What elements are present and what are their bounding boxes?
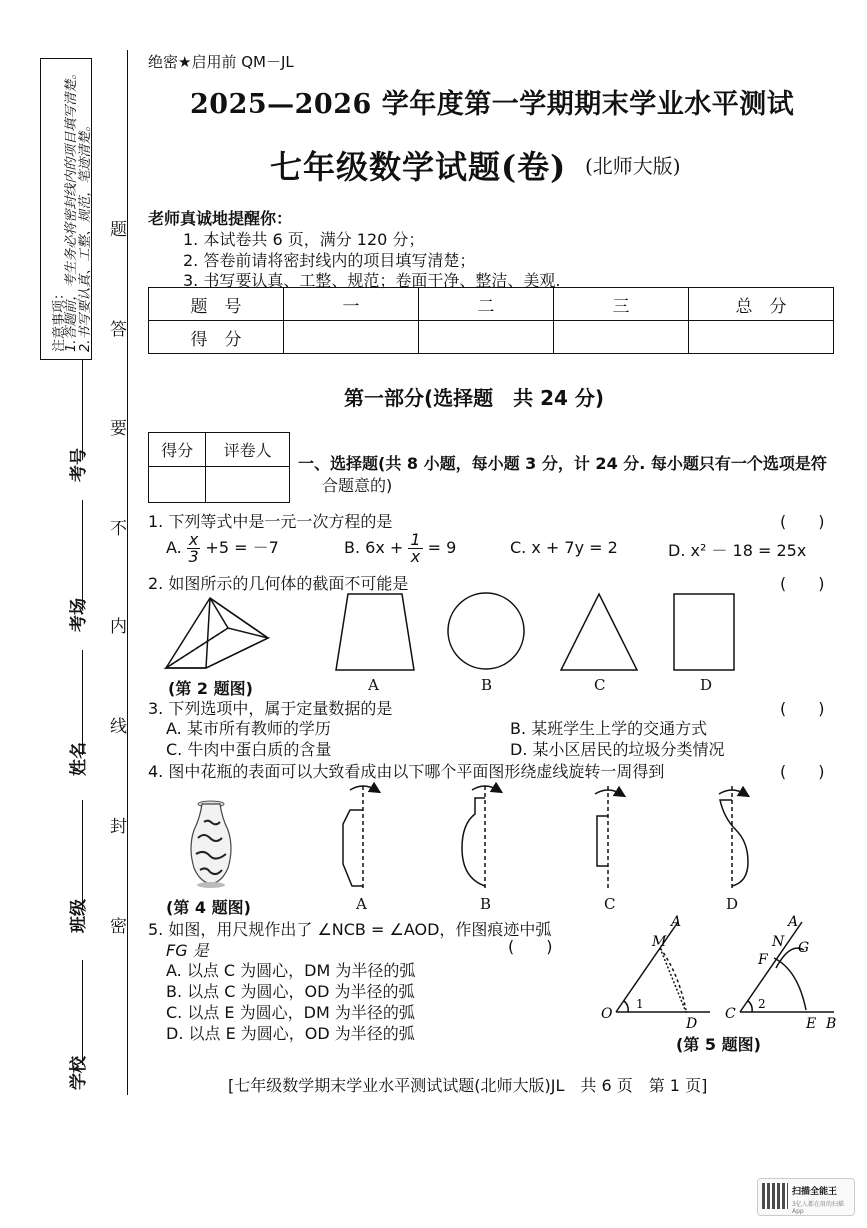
field-name-line[interactable] — [82, 650, 83, 755]
fig-right-A: A — [788, 914, 799, 930]
fig-left-A: A — [671, 914, 682, 930]
section1-heading-cont: 合题意的) — [322, 476, 393, 495]
option-a-trapezoid — [336, 594, 414, 670]
fig-right-N: N — [772, 934, 785, 950]
q5-caption: (第 5 题图) — [676, 1035, 761, 1054]
fig-left-D: D — [686, 1016, 698, 1028]
seal-char-5: 内 — [110, 617, 127, 637]
grader-name-label: 评卷人 — [206, 433, 290, 467]
seal-char-8: 密 — [110, 917, 127, 937]
fig-right-G: G — [798, 940, 810, 956]
field-name: 姓名 — [69, 742, 89, 776]
paper-subtitle: 七年级数学试题(卷) — [270, 148, 567, 186]
score-row-label: 得 分 — [149, 321, 284, 354]
q1-option-d: D. x² － 18 = 25x — [668, 541, 807, 560]
q3-option-d: D. 某小区居民的垃圾分类情况 — [510, 740, 725, 759]
field-school-line[interactable] — [82, 960, 83, 1065]
score-header-2: 二 — [419, 288, 554, 321]
scanner-watermark — [757, 1178, 855, 1216]
q4-label-d: D — [726, 895, 739, 913]
score-cell-2[interactable] — [419, 321, 554, 354]
field-exam-number-line[interactable] — [82, 360, 83, 460]
field-exam-room-line[interactable] — [82, 500, 83, 610]
fig-left-O: O — [601, 1006, 613, 1022]
grader-score-label: 得分 — [149, 433, 206, 467]
fig-left-M: M — [652, 934, 667, 950]
reminder-item-1: 1. 本试卷共 6 页，满分 120 分； — [183, 230, 425, 249]
q2-answer-paren[interactable]: ( ) — [780, 574, 825, 593]
fig-right-F: F — [758, 952, 768, 968]
q4-stem: 4. 图中花瓶的表面可以大致看成由以下哪个平面图形绕虚线旋转一周得到 — [148, 762, 665, 781]
q5-answer-paren[interactable]: ( ) — [508, 937, 553, 956]
q2-figures — [148, 588, 748, 680]
q5-option-c: C. 以点 E 为圆心，DM 为半径的弧 — [166, 1003, 415, 1022]
q2-label-a: A — [368, 676, 379, 694]
score-header-label: 题 号 — [149, 288, 284, 321]
notice-line2: 2.书写要认真、工整、规范，笔迹清楚。 — [78, 118, 93, 352]
field-school: 学校 — [69, 1056, 89, 1090]
fig-right-angle: 2 — [758, 997, 766, 1011]
seal-char-2: 答 — [110, 320, 127, 340]
confidential-label: 绝密★启用前 QM－JL — [148, 53, 294, 71]
q1-option-a: A. $\frac{x}{3}$ +5 = －7 — [166, 530, 279, 566]
q1-stem: 1. 下列等式中是一元一次方程的是 — [148, 512, 393, 531]
q2-label-d: D — [700, 676, 713, 694]
option-c-triangle — [561, 594, 637, 670]
q5-stem-line2: FG 是 — [166, 941, 209, 960]
page-footer: [七年级数学期末学业水平测试试题(北师大版)JL 共 6 页 第 1 页] — [228, 1076, 708, 1095]
field-exam-room: 考场 — [69, 598, 89, 632]
seal-char-7: 封 — [110, 817, 127, 837]
part1-title: 第一部分(选择题 共 24 分) — [344, 386, 605, 410]
section1-heading: 一、选择题(共 8 小题，每小题 3 分，计 24 分. 每小题只有一个选项是符 — [298, 454, 827, 473]
q4-label-b: B — [480, 895, 492, 913]
q5-option-a: A. 以点 C 为圆心，DM 为半径的弧 — [166, 961, 416, 980]
score-cell-3[interactable] — [554, 321, 689, 354]
option-b-circle — [448, 593, 524, 669]
q5-figure — [598, 912, 848, 1028]
option-d-shape — [719, 786, 748, 890]
q2-label-b: B — [481, 676, 493, 694]
q4-answer-paren[interactable]: ( ) — [780, 762, 825, 781]
option-d-rectangle — [674, 594, 734, 670]
exam-title: 2025—2026 学年度第一学期期末学业水平测试 — [190, 89, 795, 120]
reminder-item-3: 3. 书写要认真、工整、规范；卷面干净、整洁、美观. — [183, 271, 561, 290]
q3-option-c: C. 牛肉中蛋白质的含量 — [166, 740, 332, 759]
field-class: 班级 — [69, 899, 89, 933]
option-a-shape — [343, 786, 376, 890]
q4-caption: (第 4 题图) — [166, 898, 251, 917]
field-class-line[interactable] — [82, 800, 83, 910]
grader-name-cell[interactable] — [206, 467, 290, 503]
q4-label-c: C — [604, 895, 616, 913]
fig-right-C: C — [725, 1006, 736, 1022]
edition-label: (北师大版) — [585, 154, 681, 178]
fig-right-B: B — [826, 1016, 837, 1028]
q2-stem: 2. 如图所示的几何体的截面不可能是 — [148, 574, 409, 593]
q5-stem-line1: 5. 如图，用尺规作出了 ∠NCB = ∠AOD，作图痕迹中弧 — [148, 920, 552, 939]
score-header-1: 一 — [284, 288, 419, 321]
qr-code-icon — [762, 1183, 788, 1209]
watermark-brand: 扫描全能王 — [792, 1187, 838, 1197]
q3-stem: 3. 下列选项中，属于定量数据的是 — [148, 699, 393, 718]
seal-char-3: 要 — [110, 419, 127, 439]
score-cell-1[interactable] — [284, 321, 419, 354]
q4-label-a: A — [356, 895, 367, 913]
prism-figure — [166, 598, 268, 668]
field-exam-number: 考号 — [69, 448, 89, 482]
seal-char-1: 题 — [110, 220, 127, 240]
score-table — [148, 287, 834, 354]
fig-right-E: E — [806, 1016, 817, 1028]
q3-option-a: A. 某市所有教师的学历 — [166, 719, 331, 738]
q2-label-c: C — [594, 676, 606, 694]
score-cell-total[interactable] — [689, 321, 834, 354]
seal-char-6: 线 — [110, 717, 127, 737]
q1-option-c: C. x + 7y = 2 — [510, 538, 618, 557]
seal-line — [127, 50, 128, 1095]
q1-option-b: B. 6x + $\frac{1}{x}$ = 9 — [344, 530, 457, 566]
seal-char-4: 不 — [110, 519, 127, 539]
watermark-sub: 3亿人都在用的扫描App — [792, 1201, 844, 1215]
q5-option-b: B. 以点 C 为圆心，OD 为半径的弧 — [166, 982, 415, 1001]
vase-picture — [191, 801, 231, 888]
q1-answer-paren[interactable]: ( ) — [780, 512, 825, 531]
q3-answer-paren[interactable]: ( ) — [780, 699, 825, 718]
grader-box — [148, 432, 290, 503]
score-header-total: 总 分 — [689, 288, 834, 321]
fig-left-angle: 1 — [636, 997, 644, 1011]
reminder-heading: 老师真诚地提醒你： — [148, 209, 293, 228]
option-b-shape — [462, 786, 498, 890]
reminder-item-2: 2. 答卷前请将密封线内的项目填写清楚； — [183, 251, 476, 270]
option-c-shape — [595, 786, 621, 890]
notice-heading: 注意事项： — [52, 286, 67, 352]
score-header-3: 三 — [554, 288, 689, 321]
q4-figures — [180, 778, 780, 894]
q2-caption: (第 2 题图) — [168, 679, 253, 698]
grader-score-cell[interactable] — [149, 467, 206, 503]
notice-line1: 1.答题前，考生务必将密封线内的项目填写清楚。 — [64, 66, 79, 352]
q5-option-d: D. 以点 E 为圆心，OD 为半径的弧 — [166, 1024, 415, 1043]
q3-option-b: B. 某班学生上学的交通方式 — [510, 719, 708, 738]
